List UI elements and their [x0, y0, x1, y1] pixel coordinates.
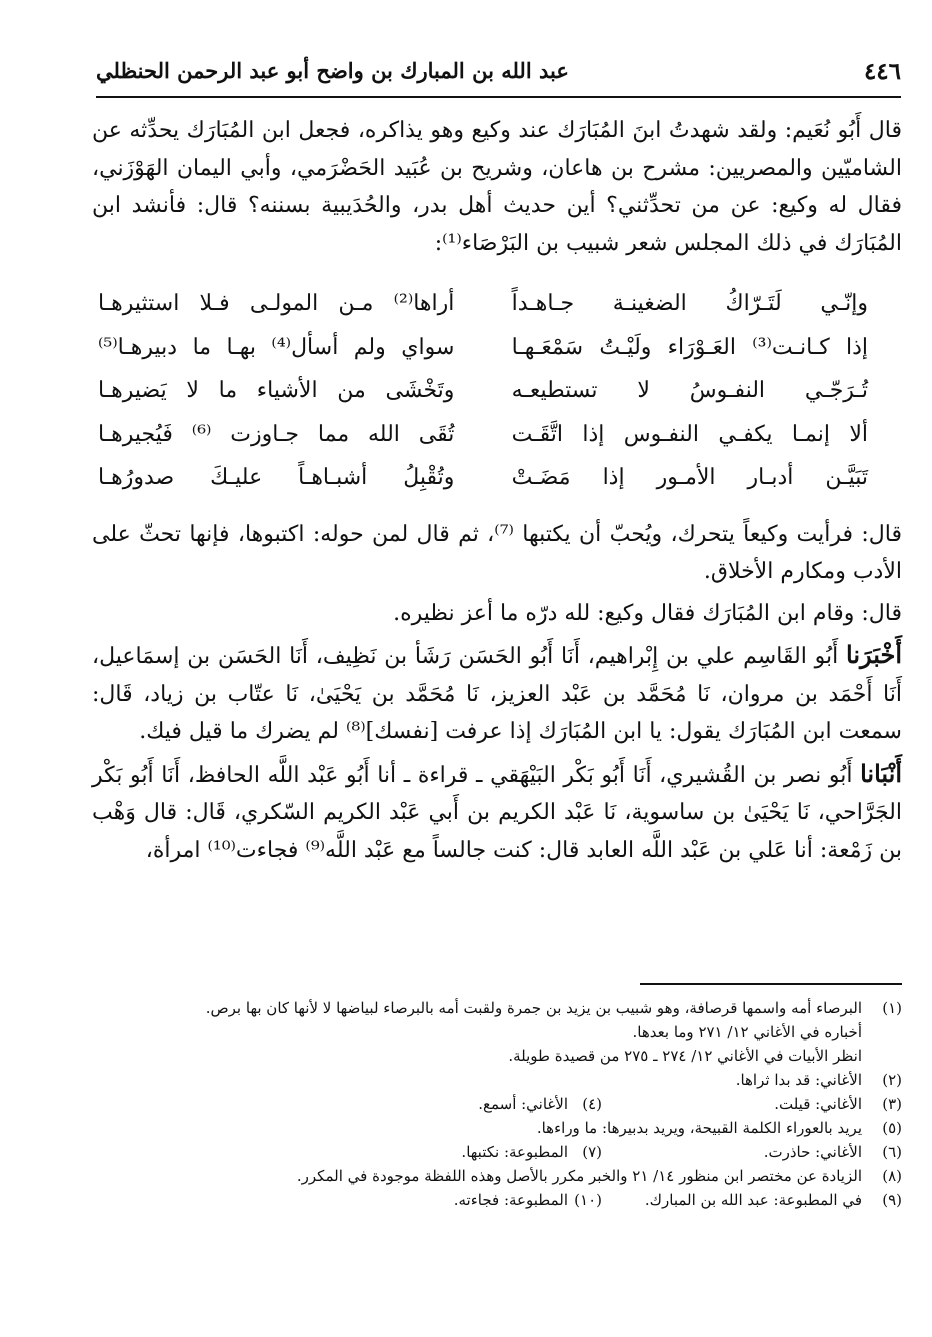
- footnote-number: (٦): [882, 1143, 902, 1161]
- verse-first-hemistich: تَبَيَّـن أدبـار الأمـور إذا مَضَـتْ: [511, 465, 868, 490]
- isnad-lead-word: أَنْبَانا: [860, 758, 902, 788]
- footnote: [478, 1092, 602, 1116]
- poem: [92, 282, 902, 500]
- footnote-number: (٢): [882, 1071, 902, 1089]
- footnote-text: البرصاء أمه واسمها قرصافة، وهو شبيب بن يزيد بن جمرة ولقبت أمه بالبرصاء لبياضها لا لأنها كان بها برص.: [205, 999, 862, 1017]
- footnote-number: (١٠): [574, 1191, 602, 1209]
- footnote-number: (٨): [882, 1167, 902, 1185]
- footnote-continuation: أخباره في الأغاني ١٢/ ٢٧١ وما بعدها.: [632, 1023, 862, 1041]
- footnote-continuation: انظر الأبيات في الأغاني ١٢/ ٢٧٤ ـ ٢٧٥ من قصيدة طويلة.: [508, 1047, 862, 1065]
- poem-verse: [92, 369, 902, 413]
- paragraph-2: قال: فرأيت وكيعاً يتحرك، ويُحبّ أن يكتبها ⁽⁷⁾، ثم قال لمن حوله: اكتبوها، فإنها تحثّ على الأدب ومكارم الأخلاق.: [92, 521, 902, 584]
- footnote-text: الأغاني: أسمع.: [478, 1095, 568, 1113]
- verse-second-hemistich: أراها⁽²⁾ مـن المولـى فـلا استثيرهـا: [98, 291, 455, 316]
- footnote-text: المطبوعة: فجاءته.: [453, 1191, 568, 1209]
- page-number: ٤٤٦: [863, 58, 901, 85]
- footnote: [92, 1116, 902, 1140]
- footnote-text: يريد بالعوراء الكلمة القبيحة، ويريد بدبيرها: ما وراءها.: [536, 1119, 862, 1137]
- verse-first-hemistich: تُـرَجّـي النفـوسُ لا تستطيعـه: [511, 378, 868, 403]
- poem-verse: [92, 413, 902, 457]
- footnote-text: الأغاني: قد بدا ثراها.: [735, 1071, 862, 1089]
- footnote-text: الأغاني: حاذرت.: [763, 1143, 862, 1161]
- footnote: [92, 996, 902, 1020]
- paragraph-5-text: أَبُو نصر بن القُشيري، أَنَا أَبُو بَكْر البَيْهَقي ـ قراءة ـ أنا أَبُو عَبْد اللَّه الحافظ، أَنَا أَبُو بَكْر الجَرَّاحي، نَا يَحْيَىٰ بن ساسوية، نَا عَبْد الكريم بن أَبي عَبْد الكريم السّكري، قَال: قال وَهْب بن زَمْعة: أنا عَلي بن عَبْد اللَّه العابد قال: كنت جالساً مع عَبْد اللَّه⁽⁹⁾ فجاءت⁽¹⁰⁾ امرأة،: [92, 762, 902, 863]
- footnote-number: (٧): [582, 1143, 602, 1161]
- footnote-text: الأغاني: قيلت.: [774, 1095, 862, 1113]
- footnote-text: المطبوعة: نكتبها.: [461, 1143, 568, 1161]
- footnote: [454, 1188, 602, 1212]
- footnote: [602, 1140, 902, 1164]
- footnote-pair: [92, 1140, 902, 1164]
- footnote-text: في المطبوعة: عبد الله بن المبارك.: [644, 1191, 862, 1209]
- verse-first-hemistich: ألا إنمـا يكفـي النفـوس إذا اتَّقَـت: [511, 421, 868, 447]
- footnote-number: (٩): [882, 1191, 902, 1209]
- footnotes: [92, 996, 902, 1212]
- footnote-text: الزيادة عن مختصر ابن منظور ١٤/ ٢١ والخبر مكرر بالأصل وهذه اللفظة موجودة في المكرر.: [296, 1167, 862, 1185]
- verse-first-hemistich: وإنّـي لَتَـرّاكُ الضغينـة جـاهـداً: [511, 291, 868, 316]
- footnote-number: (٣): [882, 1095, 902, 1113]
- main-text: [92, 112, 902, 869]
- footnote-pair: [92, 1092, 902, 1116]
- poem-verse: [92, 326, 902, 370]
- verse-first-hemistich: إذا كـانـت⁽³⁾ العَـوْرَاء ولَيْـتُ سَمْعَـهـا: [511, 334, 868, 360]
- paragraph-1: قال أَبُو نُعَيم: ولقد شهدتُ ابنَ المُبَارَك عند وكيع وهو يذاكره، فجعل ابن المُبَارَك يحدِّثه عن الشاميّين والمصريين: مشرح بن هاعان، وشريح بن عُبَيد الحَضْرَمي، وأبي اليمان الهَوْزَني، فقال له وكيع: عن من تحدِّثني؟ أين حديث أهل بدر، والحُدَيبية بسننه؟ قال: فأنشد ابن المُبَارَك في ذلك المجلس شعر شبيب بن البَرْصَاء⁽¹⁾:: [92, 118, 902, 256]
- header-rule: [96, 96, 901, 98]
- paragraph-5: [92, 755, 902, 870]
- verse-second-hemistich: وتُقْبِلُ أشبـاهـاً عليـكَ صدورُهـا: [98, 465, 455, 490]
- page-header: [96, 58, 901, 94]
- poem-verse: [92, 456, 902, 500]
- poem-verse: [92, 282, 902, 326]
- footnote: [92, 1164, 902, 1188]
- verse-second-hemistich: وتَخْشَى من الأشياء ما لا يَضيرهـا: [98, 378, 455, 403]
- isnad-lead-word: أَخْبَرَنا: [846, 640, 902, 669]
- footnote-rule: [640, 983, 902, 985]
- footnote: [602, 1092, 902, 1116]
- footnote-number: (١): [882, 999, 902, 1017]
- paragraph-3: قال: وقام ابن المُبَارَك فقال وكيع: لله درّه ما أعز نظيره.: [393, 600, 902, 626]
- footnote-pair: [92, 1188, 902, 1212]
- paragraph-4: [92, 636, 902, 751]
- footnote: [461, 1140, 602, 1164]
- running-title: عبد الله بن المبارك بن واضح أبو عبد الرحمن الحنظلي: [96, 58, 569, 83]
- footnote-number: (٤): [582, 1095, 602, 1113]
- footnote: [92, 1068, 902, 1092]
- footnote-number: (٥): [882, 1119, 902, 1137]
- verse-second-hemistich: سواي ولم أسأل⁽⁴⁾ بهـا ما دبيرهـا⁽⁵⁾: [98, 334, 455, 360]
- verse-second-hemistich: تُقَى الله مما جـاوزت ⁽⁶⁾ فَيُجيرهـا: [98, 421, 455, 447]
- footnote: [602, 1188, 902, 1212]
- paragraph-4-text: أَبُو القَاسِم علي بن إِبْراهيم، أَنَا أَبُو الحَسَن رَشَأ بن نَظِيف، أَنَا الحَسَن بن إسمَاعيل، أَنَا أَحْمَد بن مروان، نَا مُحَمَّد بن عَبْد العزيز، نَا مُحَمَّد بن يَحْيَىٰ، نَا عتّاب بن زياد، قَال: سمعت ابن المُبَارَك يقول: يا ابن المُبَارَك إذا عرفت [نفسك]⁽⁸⁾ لم يضرك ما قيل فيك.: [92, 644, 902, 744]
